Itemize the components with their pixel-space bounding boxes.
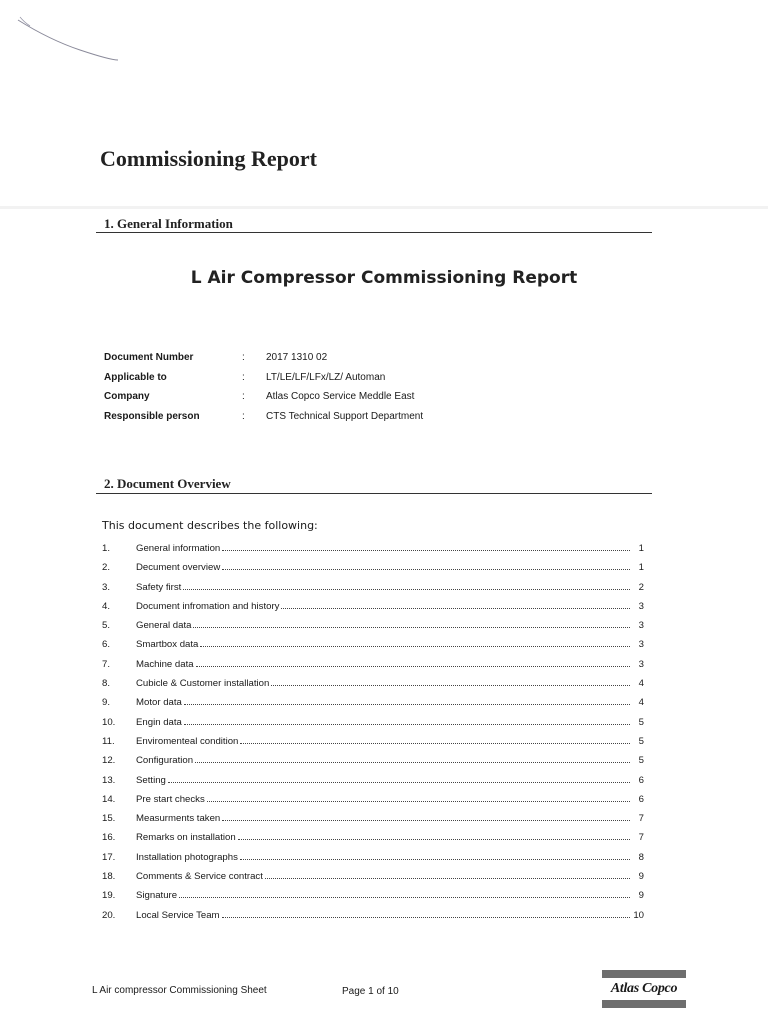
- toc-item-title: Installation photographs: [136, 851, 238, 863]
- info-row-applicable-to: [104, 368, 423, 388]
- toc-item-page: 4: [638, 697, 644, 709]
- toc-item-title: Safety first: [136, 581, 182, 593]
- toc-dot-leader: [222, 550, 630, 551]
- info-value: LT/LE/LF/LFx/LZ/ Automan: [266, 371, 386, 383]
- toc-item: [102, 794, 644, 813]
- toc-item-title: Pre start checks: [136, 793, 205, 805]
- toc-item-number: 20.: [102, 909, 116, 921]
- footer-document-name: L Air compressor Commissioning Sheet: [92, 985, 267, 996]
- toc-dot-leader: [271, 685, 630, 686]
- info-label: Applicable to: [104, 371, 167, 383]
- toc-dot-leader: [184, 724, 630, 725]
- toc-item-number: 2.: [102, 562, 111, 574]
- toc-item-number: 1.: [102, 543, 111, 554]
- toc-item: [102, 832, 644, 851]
- toc-item-number: 17.: [102, 851, 116, 863]
- toc-item: [102, 678, 644, 697]
- toc-item-page: 1: [638, 562, 644, 574]
- info-value: CTS Technical Support Department: [266, 410, 424, 422]
- atlas-copco-logo: [602, 970, 686, 1012]
- toc-item: [102, 755, 644, 774]
- info-colon: :: [242, 352, 245, 364]
- toc-item: [102, 697, 644, 716]
- toc-dot-leader: [238, 839, 630, 840]
- toc-item-number: 16.: [102, 832, 116, 844]
- toc-item-title: Setting: [136, 774, 166, 786]
- toc-item-page: 8: [638, 851, 644, 863]
- toc-item: [102, 620, 644, 639]
- toc-dot-leader: [168, 782, 630, 783]
- toc-item-number: 19.: [102, 890, 116, 902]
- scan-pen-mark: [0, 0, 140, 80]
- toc-dot-leader: [265, 878, 630, 879]
- info-label: Responsible person: [104, 410, 200, 422]
- toc-item-number: 11.: [102, 735, 115, 747]
- toc-item: [102, 659, 644, 678]
- toc-dot-leader: [222, 917, 630, 918]
- toc-item: [102, 639, 644, 658]
- toc-item-number: 12.: [102, 755, 116, 767]
- toc-item-page: 3: [638, 600, 644, 612]
- toc-item-title: Configuration: [136, 755, 194, 767]
- toc-item: [102, 775, 644, 794]
- toc-item-page: 3: [638, 658, 644, 670]
- section-divider: [96, 232, 652, 233]
- toc-item: [102, 871, 644, 890]
- toc-item-number: 5.: [102, 620, 111, 632]
- info-value: 2017 1310 02: [266, 352, 328, 364]
- toc-dot-leader: [240, 859, 630, 860]
- toc-dot-leader: [196, 666, 630, 667]
- toc-item: [102, 543, 644, 562]
- toc-item-number: 18.: [102, 871, 116, 883]
- toc-item-number: 4.: [102, 600, 111, 612]
- toc-item: [102, 582, 644, 601]
- toc-item-page: 2: [638, 581, 644, 593]
- toc-item: [102, 813, 644, 832]
- toc-dot-leader: [195, 762, 630, 763]
- toc-item-title: Document infromation and history: [136, 600, 280, 612]
- toc-item-number: 13.: [102, 774, 116, 786]
- toc-item-page: 5: [638, 755, 644, 767]
- toc-item-number: 10.: [102, 716, 116, 728]
- info-colon: :: [242, 391, 245, 403]
- toc-item-number: 15.: [102, 813, 116, 825]
- footer-page-number: Page 1 of 10: [342, 986, 399, 997]
- toc-item-title: Motor data: [136, 697, 182, 709]
- toc-item-page: 10: [633, 909, 644, 921]
- report-subtitle: L Air Compressor Commissioning Report: [190, 268, 578, 288]
- toc-dot-leader: [222, 569, 630, 570]
- toc-item-page: 7: [638, 832, 644, 844]
- toc-item-number: 9.: [102, 697, 111, 709]
- section-heading-document-overview: 2. Document Overview: [104, 476, 231, 491]
- toc-dot-leader: [183, 589, 630, 590]
- toc-item-title: General data: [136, 620, 192, 632]
- toc-item: [102, 601, 644, 620]
- toc-item-title: Machine data: [136, 658, 194, 670]
- toc-dot-leader: [281, 608, 630, 609]
- toc-item-page: 4: [638, 678, 644, 690]
- info-row-document-number: [104, 348, 423, 368]
- toc-item: [102, 852, 644, 871]
- toc-item-title: Signature: [136, 890, 178, 902]
- info-label: Document Number: [104, 352, 194, 364]
- toc-item-page: 1: [638, 543, 644, 554]
- info-colon: :: [242, 371, 245, 383]
- toc-item-title: Engin data: [136, 716, 182, 728]
- toc-item-page: 3: [638, 620, 644, 632]
- toc-item-title: Measurments taken: [136, 813, 221, 825]
- section-divider: [96, 493, 652, 494]
- toc-item-number: 6.: [102, 639, 111, 651]
- info-row-responsible-person: [104, 407, 423, 427]
- toc-item: [102, 890, 644, 909]
- toc-item-page: 6: [638, 774, 644, 786]
- toc-item-title: Decument overview: [136, 562, 221, 574]
- toc-item-number: 8.: [102, 678, 111, 690]
- scan-artifact-line: [0, 206, 768, 209]
- logo-bar-top: [602, 970, 686, 978]
- logo-bar-bottom: [602, 1000, 686, 1008]
- toc-item-page: 5: [638, 735, 644, 747]
- toc-intro-text: This document describes the following:: [102, 519, 318, 532]
- toc-dot-leader: [207, 801, 630, 802]
- section-heading-general-information: 1. General Information: [104, 216, 233, 231]
- toc-item-title: Smartbox data: [136, 639, 199, 651]
- page-title: Commissioning Report: [100, 146, 317, 171]
- toc-item-number: 14.: [102, 793, 116, 805]
- toc-item: [102, 717, 644, 736]
- toc-item: [102, 562, 644, 581]
- toc-item: [102, 910, 644, 929]
- toc-item-page: 7: [638, 813, 644, 825]
- document-info-table: [104, 348, 423, 426]
- toc-item-page: 5: [638, 716, 644, 728]
- table-of-contents: [102, 543, 644, 929]
- toc-item: [102, 736, 644, 755]
- info-label: Company: [104, 391, 150, 403]
- toc-item-page: 9: [638, 871, 644, 883]
- logo-text: Atlas Copco: [610, 981, 678, 996]
- toc-item-page: 6: [638, 793, 644, 805]
- toc-dot-leader: [184, 704, 630, 705]
- toc-item-page: 9: [638, 890, 644, 902]
- toc-item-page: 3: [638, 639, 644, 651]
- info-colon: :: [242, 410, 245, 422]
- toc-dot-leader: [179, 897, 630, 898]
- toc-item-title: Remarks on installation: [136, 832, 236, 844]
- toc-item-title: Local Service Team: [136, 909, 220, 921]
- toc-item-title: General information: [136, 543, 221, 554]
- toc-dot-leader: [222, 820, 630, 821]
- info-value: Atlas Copco Service Meddle East: [266, 391, 415, 403]
- toc-dot-leader: [240, 743, 630, 744]
- toc-item-number: 7.: [102, 658, 111, 670]
- toc-dot-leader: [200, 646, 630, 647]
- info-row-company: [104, 387, 423, 407]
- toc-item-number: 3.: [102, 581, 111, 593]
- toc-item-title: Cubicle & Customer installation: [136, 678, 270, 690]
- toc-item-title: Comments & Service contract: [136, 871, 263, 883]
- toc-dot-leader: [193, 627, 630, 628]
- toc-item-title: Enviromenteal condition: [136, 735, 239, 747]
